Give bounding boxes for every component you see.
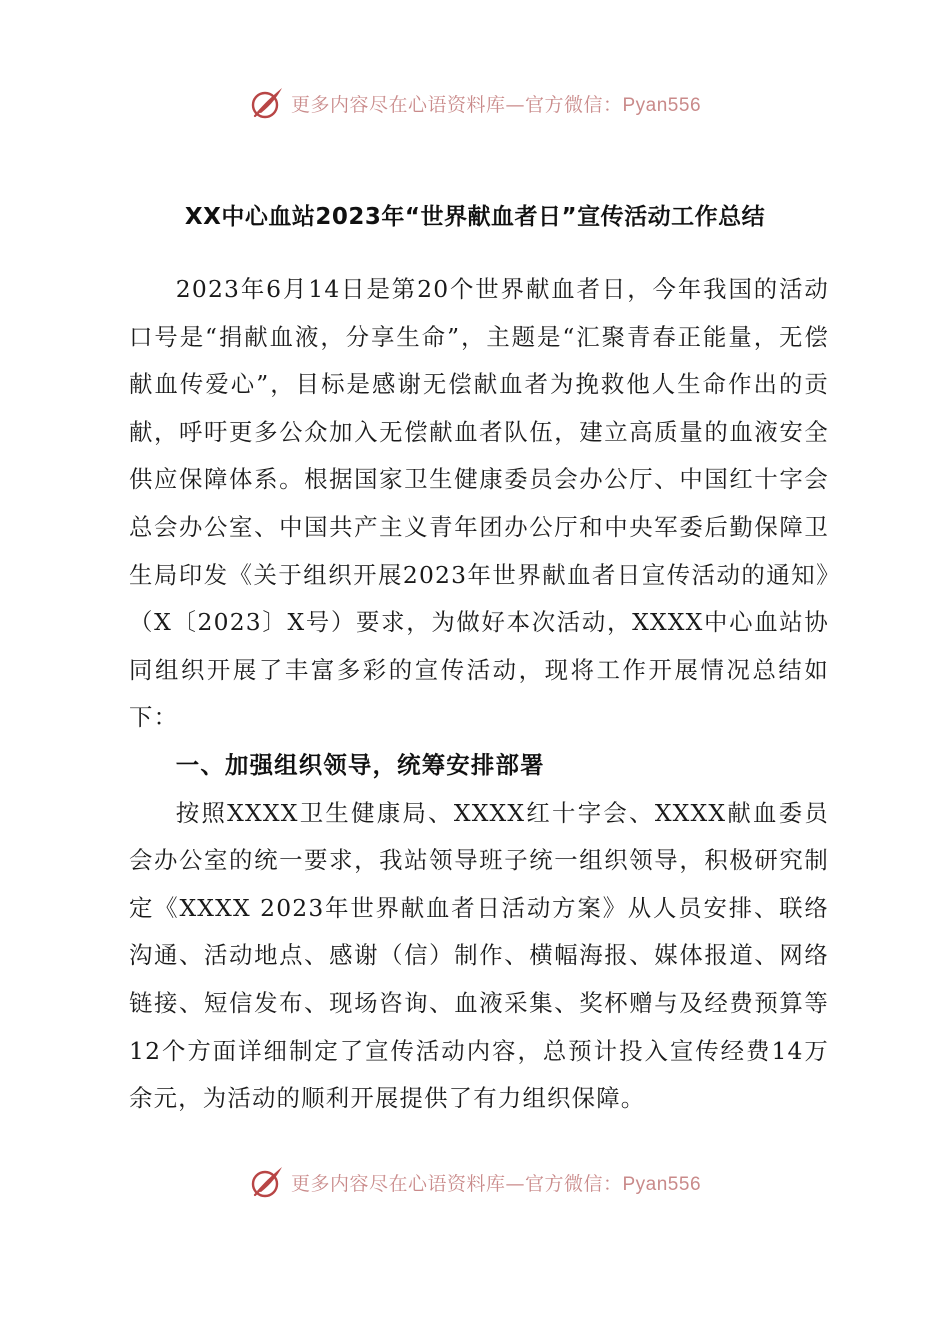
bottom-banner [0, 1162, 950, 1202]
quill-logo-icon [249, 85, 285, 121]
banner-content [249, 85, 701, 121]
intro-paragraph: 2023年6月14日是第20个世界献血者日，今年我国的活动口号是“捐献血液，分享生命”，主题是“汇聚青春正能量，无偿献血传爱心”，目标是感谢无偿献血者为挽救他人生命作出的贡献，呼吁更多公众加入无偿献血者队伍，建立高质量的血液安全供应保障体系。根据国家卫生健康委员会办公厅、中国红十字会总会办公室、中国共产主义青年团办公厅和中央军委后勤保障卫生局印发《关于组织开展2023年世界献血者日宣传活动的通知》（X〔2023〕X号）要求，为做好本次活动，XXXX中心血站协同组织开展了丰富多彩的宣传活动，现将工作开展情况总结如下： [129, 275, 829, 732]
quill-logo-icon [249, 1164, 285, 1200]
banner-text: 更多内容尽在心语资料库—官方微信：Pyan556 [290, 1172, 702, 1195]
document-body [129, 266, 829, 1123]
document-title: XX中心血站2023年“世界献血者日”宣传活动工作总结 [184, 204, 766, 230]
top-banner [0, 83, 950, 123]
section-1-heading: 一、加强组织领导，统筹安排部署 [175, 750, 545, 779]
wechat-id: Pyan556 [622, 1173, 702, 1195]
banner-text: 更多内容尽在心语资料库—官方微信：Pyan556 [290, 93, 702, 116]
banner-content [249, 1164, 701, 1200]
section-1-paragraph: 按照XXXX卫生健康局、XXXX红十字会、XXXX献血委员会办公室的统一要求，我站领导班子统一组织领导，积极研究制定《XXXX 2023年世界献血者日活动方案》从人员安排、联络沟通、活动地点、感谢（信）制作、横幅海报、媒体报道、网络链接、短信发布、现场咨询、血液采集、奖杯赠与及经费预算等12个方面详细制定了宣传活动内容，总预计投入宣传经费14万余元，为活动的顺利开展提供了有力组织保障。 [129, 798, 829, 1113]
wechat-id: Pyan556 [622, 94, 702, 116]
